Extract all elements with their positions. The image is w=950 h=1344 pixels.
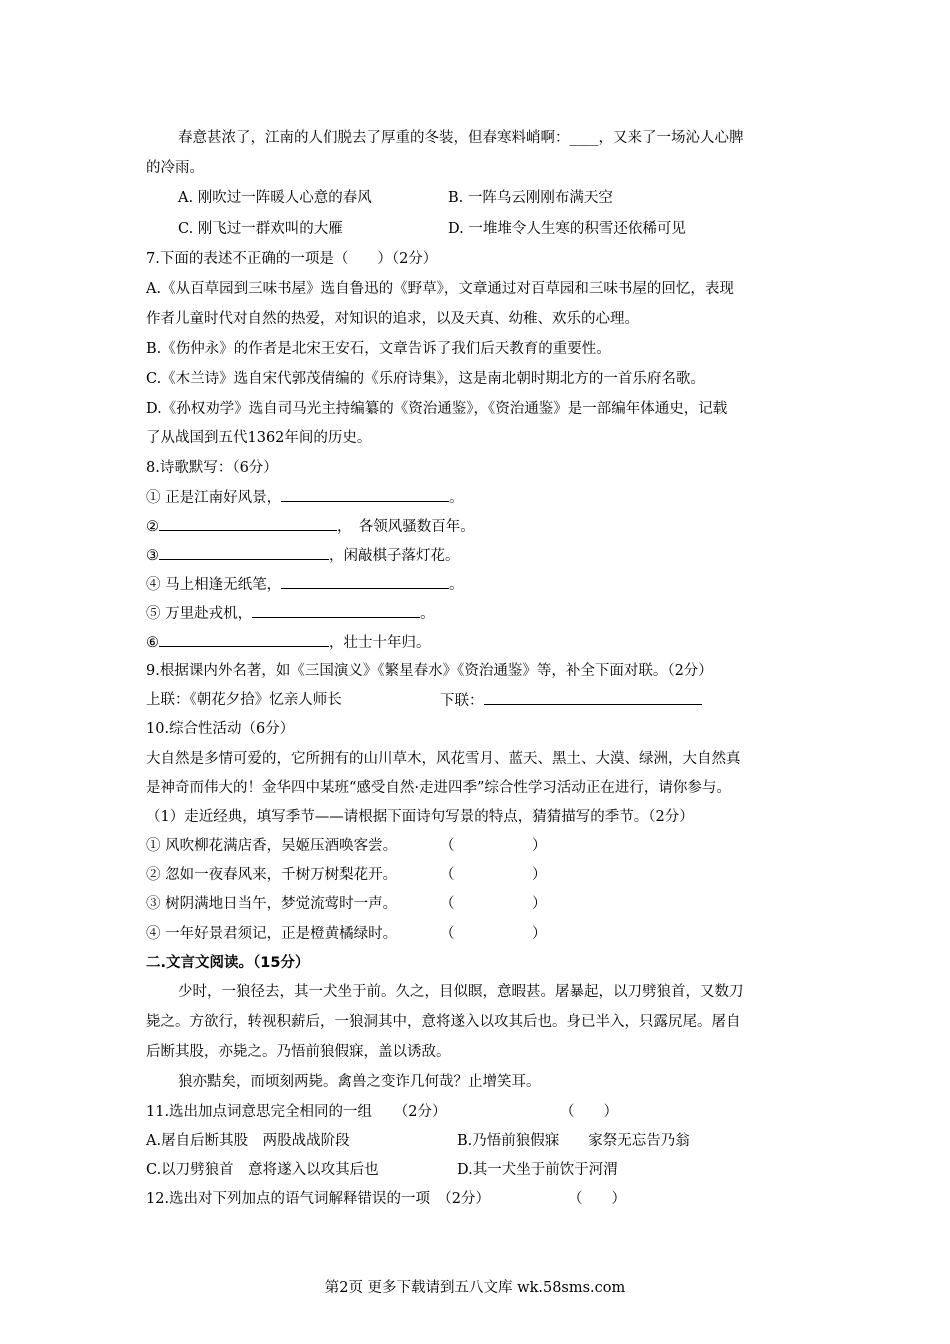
q10-item2-paren-open: （: [440, 867, 455, 883]
q7-option-a-line1: A.《从百草园到三味书屋》选自鲁迅的《野草》，文章通过对百草园和三味书屋的回忆，表现: [146, 281, 734, 297]
q8-line4-blank[interactable]: [281, 574, 449, 589]
q8-line-5: [146, 603, 435, 624]
q6-stem-line1: 春意甚浓了，江南的人们脱去了厚重的冬装，但春寒料峭啊：____，又来了一场沁人心脾: [178, 130, 744, 146]
q8-title: 8.诗歌默写：（6分）: [146, 460, 278, 476]
q7-title: 7.下面的表述不正确的一项是（ ）（2分）: [146, 251, 438, 267]
q11-title: 11.选出加点词意思完全相同的一组 （2分）: [146, 1104, 447, 1120]
q10-item4-paren-open: （: [440, 926, 455, 942]
q10-item3-paren-open: （: [440, 896, 455, 912]
q8-line1-prefix: ① 正是江南好风景，: [146, 490, 282, 506]
q7-option-d-line1: D.《孙权劝学》选自司马光主持编纂的《资治通鉴》，《资治通鉴》是一部编年体通史，记载: [146, 401, 728, 417]
q10-para-line1: 大自然是多情可爱的，它所拥有的山川草木，风花雪月、蓝天、黑土、大漠、绿洲，大自然真: [146, 751, 741, 767]
q8-line1-blank[interactable]: [281, 487, 449, 502]
q8-line-6: [146, 632, 431, 653]
q8-line-1: [146, 487, 464, 508]
q9-lower-blank[interactable]: [484, 690, 702, 705]
q10-item4-paren-close: ）: [532, 926, 547, 942]
q7-option-d-line2: 了从战国到五代1362年间的历史。: [146, 430, 372, 446]
q10-item-4: ④ 一年好景君须记，正是橙黄橘绿时。: [146, 926, 398, 942]
q7-option-b: B.《伤仲永》的作者是北宋王安石，文章告诉了我们后天教育的重要性。: [146, 341, 611, 357]
q6-option-b: B. 一阵乌云刚刚布满天空: [448, 190, 613, 206]
q8-line5-blank[interactable]: [252, 603, 420, 618]
q7-option-c: C.《木兰诗》选自宋代郭茂倩编的《乐府诗集》，这是南北朝时期北方的一首乐府名歌。: [146, 371, 705, 387]
passage-line2: 毙之。方欲行，转视积薪后，一狼洞其中，意将遂入以攻其后也。身已半入，只露尻尾。屠自: [146, 1014, 741, 1030]
q10-item1-paren-open: （: [440, 838, 455, 854]
q8-line2-suffix: ， 各领风骚数百年。: [337, 519, 475, 535]
q10-item1-paren-close: ）: [532, 838, 547, 854]
q6-option-c: C. 刚飞过一群欢叫的大雁: [178, 221, 343, 237]
q10-title: 10.综合性活动（6分）: [146, 721, 295, 737]
q9-lower-label: 下联：: [440, 693, 484, 709]
q9-title: 9.根据课内外名著，如《三国演义》《繁星春水》《资治通鉴》等，补全下面对联。（2分）: [146, 663, 713, 679]
q10-item3-paren-close: ）: [532, 896, 547, 912]
passage-line4: 狼亦黠矣，而顷刻两毙。禽兽之变诈几何哉？止增笑耳。: [178, 1074, 541, 1090]
q8-line4-suffix: 。: [449, 577, 464, 593]
q11-option-b: B.乃悟前狼假寐 家祭无忘告乃翁: [457, 1133, 690, 1149]
q12-answer-paren: （ ）: [568, 1191, 626, 1207]
q8-line-4: [146, 574, 464, 595]
q6-option-a: A. 刚吹过一阵暖人心意的春风: [178, 190, 372, 206]
q6-stem-line2: 的冷雨。: [146, 160, 204, 176]
passage-line1: 少时，一狼径去，其一犬坐于前。久之，目似瞑，意暇甚。屠暴起，以刀劈狼首，又数刀: [178, 984, 744, 1000]
q10-sub1: （1）走近经典，填写季节——请根据下面诗句写景的特点，猜猜描写的季节。（2分）: [146, 809, 694, 825]
q8-line3-prefix: ③: [146, 548, 159, 564]
section2-heading: 二.文言文阅读。（15分）: [146, 955, 310, 971]
q7-option-a-line2: 作者儿童时代对自然的热爱，对知识的追求，以及天真、幼稚、欢乐的心理。: [146, 311, 639, 327]
q8-line4-prefix: ④ 马上相逢无纸笔，: [146, 577, 282, 593]
q8-line5-suffix: 。: [420, 606, 435, 622]
q8-line1-suffix: 。: [449, 490, 464, 506]
q9-lower-couplet: [440, 690, 702, 711]
q10-item-2: ② 忽如一夜春风来，千树万树梨花开。: [146, 867, 398, 883]
q11-option-a: A.屠自后断其股 两股战战阶段: [146, 1133, 350, 1149]
q8-line3-blank[interactable]: [159, 545, 329, 560]
q12-title: 12.选出对下列加点的语气词解释错误的一项 （2分）: [146, 1191, 491, 1207]
passage-line3: 后断其股，亦毙之。乃悟前狼假寐，盖以诱敌。: [146, 1044, 451, 1060]
q8-line-2: [146, 516, 475, 537]
q8-line-3: [146, 545, 460, 566]
q8-line2-prefix: ②: [146, 519, 159, 535]
q8-line2-blank[interactable]: [159, 516, 337, 531]
q11-option-c: C.以刀劈狼首 意将遂入以攻其后也: [146, 1162, 379, 1178]
q10-item2-paren-close: ）: [532, 867, 547, 883]
q8-line3-suffix: ，闲敲棋子落灯花。: [329, 548, 460, 564]
q8-line6-suffix: ，壮士十年归。: [329, 635, 431, 651]
q11-answer-paren: （ ）: [560, 1104, 618, 1120]
q11-option-d: D.其一犬坐于前饮于河渭: [457, 1162, 618, 1178]
q8-line6-prefix: ⑥: [146, 635, 159, 651]
q6-option-d: D. 一堆堆令人生寒的积雪还依稀可见: [448, 221, 686, 237]
q9-upper-couplet: 上联：《朝花夕拾》忆亲人师长: [146, 692, 342, 708]
q10-item-1: ① 风吹柳花满店香，吴姬压酒唤客尝。: [146, 838, 398, 854]
q10-item-3: ③ 树阴满地日当午，梦觉流莺时一声。: [146, 896, 398, 912]
page-footer: 第2页 更多下载请到五八文库 wk.58sms.com: [324, 1280, 626, 1296]
q10-para-line2: 是神奇而伟大的！金华四中某班“感受自然·走进四季”综合性学习活动正在进行，请你参与。: [146, 780, 731, 796]
q8-line5-prefix: ⑤ 万里赴戎机，: [146, 606, 253, 622]
q8-line6-blank[interactable]: [159, 632, 329, 647]
